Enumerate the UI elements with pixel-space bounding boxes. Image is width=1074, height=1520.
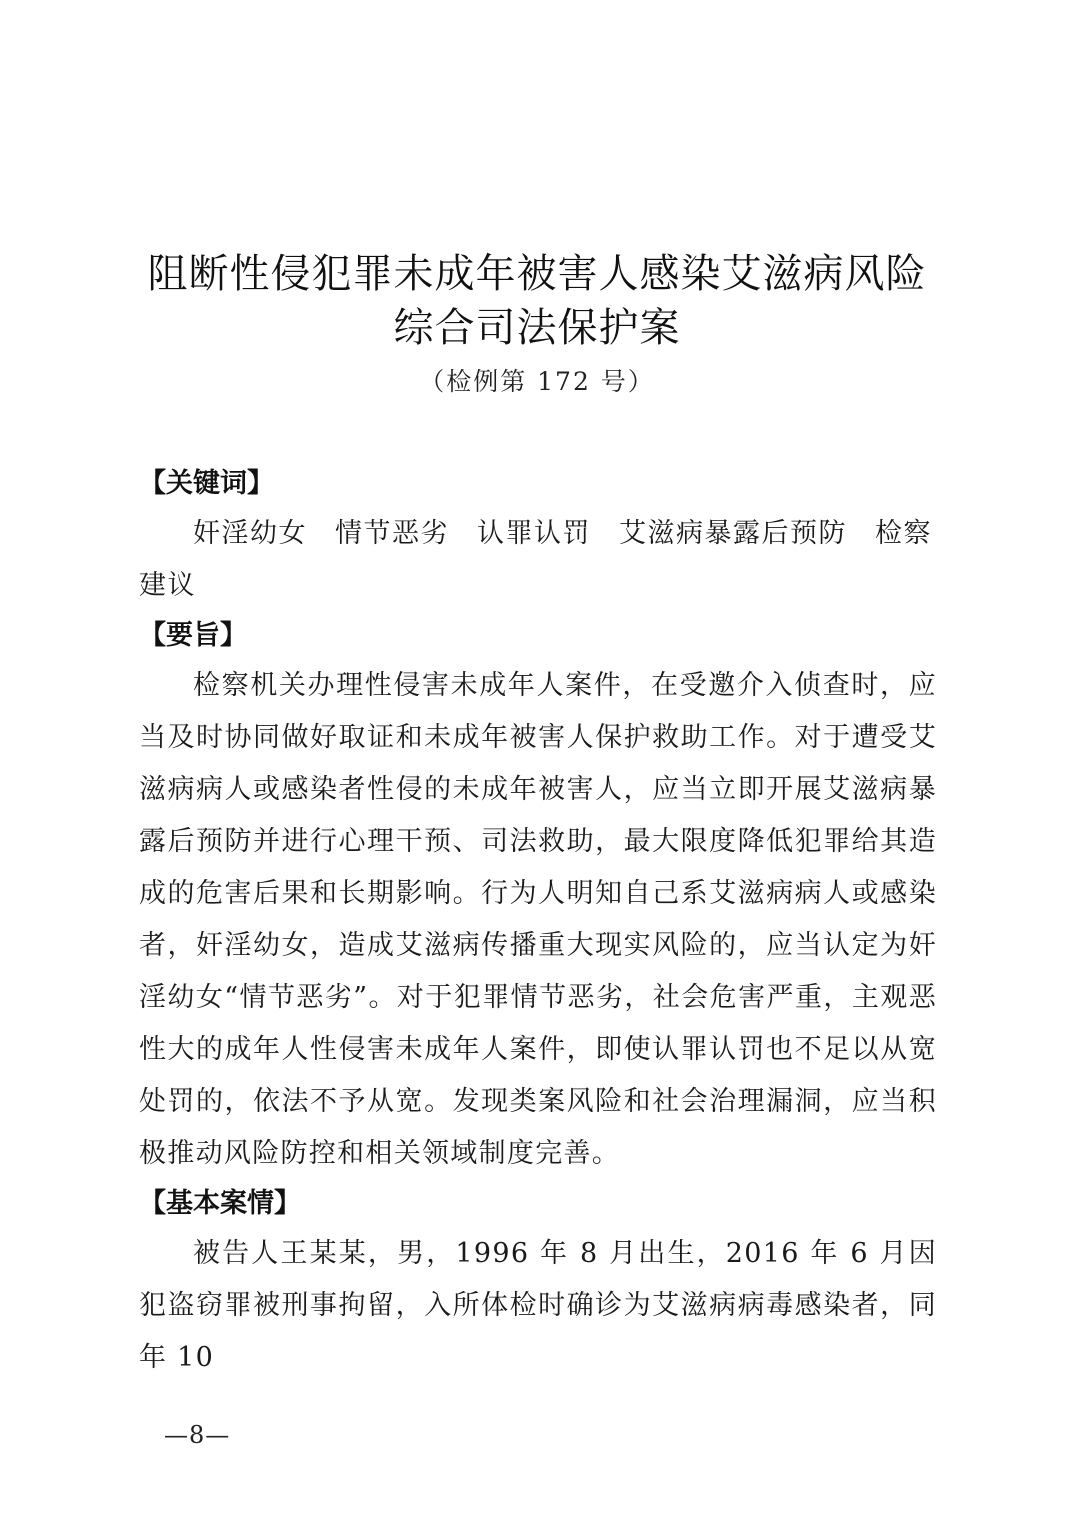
document-body bbox=[139, 460, 937, 1384]
document-title-line-2: 综合司法保护案 bbox=[393, 305, 681, 351]
keywords-list bbox=[139, 508, 937, 612]
basic-facts-paragraph: 被告人王某某，男，1996 年 8 月出生，2016 年 6 月因犯盗窃罪被刑事拘留，入所体检时确诊为艾滋病病毒感染者，同年 10 bbox=[139, 1238, 937, 1373]
keywords-heading: 【关键词】 bbox=[139, 468, 274, 499]
case-number: （检例第 172 号） bbox=[419, 367, 655, 396]
document-title-line-1: 阻断性侵犯罪未成年被害人感染艾滋病风险 bbox=[147, 251, 927, 297]
keyword-item: 奸淫幼女 bbox=[193, 518, 307, 549]
gist-paragraph: 检察机关办理性侵害未成年人案件，在受邀介入侦查时，应当及时协同做好取证和未成年被害人保护救助工作。对于遭受艾滋病病人或感染者性侵的未成年被害人，应当立即开展艾滋病暴露后预防并进行心理干预、司法救助，最大限度降低犯罪给其造成的危害后果和长期影响。行为人明知自己系艾滋病病人或感染者，奸淫幼女，造成艾滋病传播重大现实风险的，应当认定为奸淫幼女“情节恶劣”。对于犯罪情节恶劣，社会危害严重，主观恶性大的成年人性侵害未成年人案件，即使认罪认罚也不足以从宽处罚的，依法不予从宽。发现类案风险和社会治理漏洞，应当积极推动风险防控和相关领域制度完善。 bbox=[139, 670, 937, 1169]
keyword-item: 检察建议 bbox=[139, 518, 932, 601]
keyword-item: 认罪认罚 bbox=[477, 518, 591, 549]
basic-facts-heading: 【基本案情】 bbox=[139, 1188, 301, 1219]
keyword-item: 艾滋病暴露后预防 bbox=[619, 518, 847, 549]
keyword-item: 情节恶劣 bbox=[335, 518, 449, 549]
gist-heading: 【要旨】 bbox=[139, 620, 247, 651]
page-number: —8— bbox=[164, 1421, 231, 1449]
